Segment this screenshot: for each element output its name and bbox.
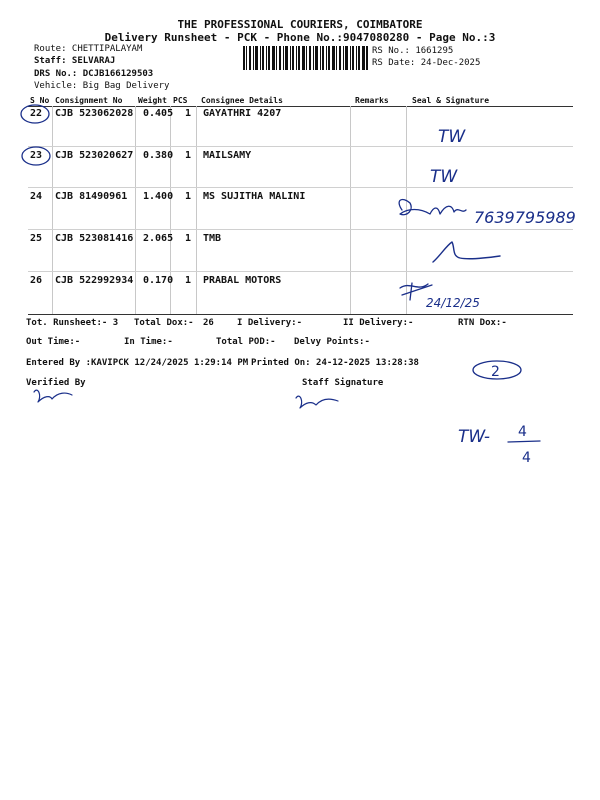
tot-runsheet: Tot. Runsheet:- 3: [26, 318, 119, 328]
ii-delivery: II Delivery:-: [343, 318, 414, 328]
staff-label: Staff: SELVARAJ: [34, 56, 116, 66]
row-consignment: CJB 522992934: [55, 275, 134, 286]
row-consignee: GAYATHRI 4207: [203, 108, 282, 119]
circled-number: 2: [491, 364, 500, 380]
row-weight: 2.065: [143, 233, 174, 244]
row-pcs: 1: [185, 191, 192, 202]
row-consignee: TMB: [203, 233, 222, 244]
row-pcs: 1: [185, 108, 192, 119]
row-consignment: CJB 523081416: [55, 233, 134, 244]
row24-signature-icon: [399, 199, 466, 214]
fraction-bar-icon: [508, 441, 540, 442]
row-consignment: CJB 523062028: [55, 108, 134, 119]
in-time: In Time:-: [124, 337, 173, 347]
tally-denominator: 4: [522, 450, 531, 466]
drs-label: DRS No.: DCJB166129503: [34, 69, 154, 79]
vehicle-label: Vehicle: Big Bag Delivery: [34, 81, 170, 91]
row-weight: 1.400: [143, 191, 174, 202]
row-weight: 0.405: [143, 108, 174, 119]
i-delivery: I Delivery:-: [237, 318, 303, 328]
row-pcs: 1: [185, 275, 192, 286]
col-consignee: Consignee Details: [201, 96, 283, 105]
row-consignee: MS SUJITHA MALINI: [203, 191, 306, 202]
col-weight: Weight: [138, 96, 167, 105]
col-seal-signature: Seal & Signature: [412, 96, 490, 105]
row23-signature: TW: [430, 167, 458, 187]
row-consignment: CJB 81490961: [55, 191, 128, 202]
verified-signature-icon: [34, 390, 72, 402]
circle-mark-icon: [21, 105, 49, 123]
total-dox-label: Total Dox:-: [134, 318, 194, 328]
staff-signature-label: Staff Signature: [302, 378, 384, 388]
rs-date: RS Date: 24-Dec-2025: [372, 58, 481, 68]
row25-signature-icon: [433, 242, 500, 262]
row-consignment: CJB 523020627: [55, 150, 134, 161]
col-sno: S No: [30, 96, 50, 105]
staff-signature-icon: [296, 396, 338, 408]
col-consignment: Consignment No: [55, 96, 123, 105]
col-pcs: PCS: [173, 96, 188, 105]
row-pcs: 1: [185, 150, 192, 161]
printed-on: Printed On: 24-12-2025 13:28:38: [251, 358, 419, 368]
col-remarks: Remarks: [355, 96, 389, 105]
row26-date-note: 24/12/25: [426, 296, 480, 310]
row-consignee: MAILSAMY: [203, 150, 252, 161]
row-sno: 23: [30, 150, 43, 161]
delvy-points: Delvy Points:-: [294, 337, 370, 347]
out-time: Out Time:-: [26, 337, 81, 347]
total-dox-value: 26: [203, 318, 214, 328]
tally-note: TW-: [458, 427, 491, 447]
company-title: THE PROFESSIONAL COURIERS, COIMBATORE: [177, 18, 423, 31]
row-weight: 0.170: [143, 275, 174, 286]
row-consignee: PRABAL MOTORS: [203, 275, 282, 286]
rtn-dox: RTN Dox:-: [458, 318, 507, 328]
entered-by: Entered By :KAVIPCK 12/24/2025 1:29:14 PM: [26, 358, 249, 368]
total-pod: Total POD:-: [216, 337, 276, 347]
runsheet-subtitle: Delivery Runsheet - PCK - Phone No.:9047080280 - Page No.:3: [104, 31, 496, 44]
tally-numerator: 4: [518, 424, 527, 440]
row24-phone-note: 7639795989: [474, 208, 576, 227]
row-pcs: 1: [185, 233, 192, 244]
circle-mark-icon: [22, 147, 50, 165]
row-sno: 22: [30, 108, 43, 119]
row-sno: 25: [30, 233, 43, 244]
verified-by: Verified By: [26, 378, 86, 388]
row-sno: 26: [30, 275, 43, 286]
row-sno: 24: [30, 191, 43, 202]
row-weight: 0.380: [143, 150, 174, 161]
row22-signature: TW: [438, 127, 466, 147]
route-label: Route: CHETTIPALAYAM: [34, 44, 143, 54]
rs-number: RS No.: 1661295: [372, 46, 454, 56]
